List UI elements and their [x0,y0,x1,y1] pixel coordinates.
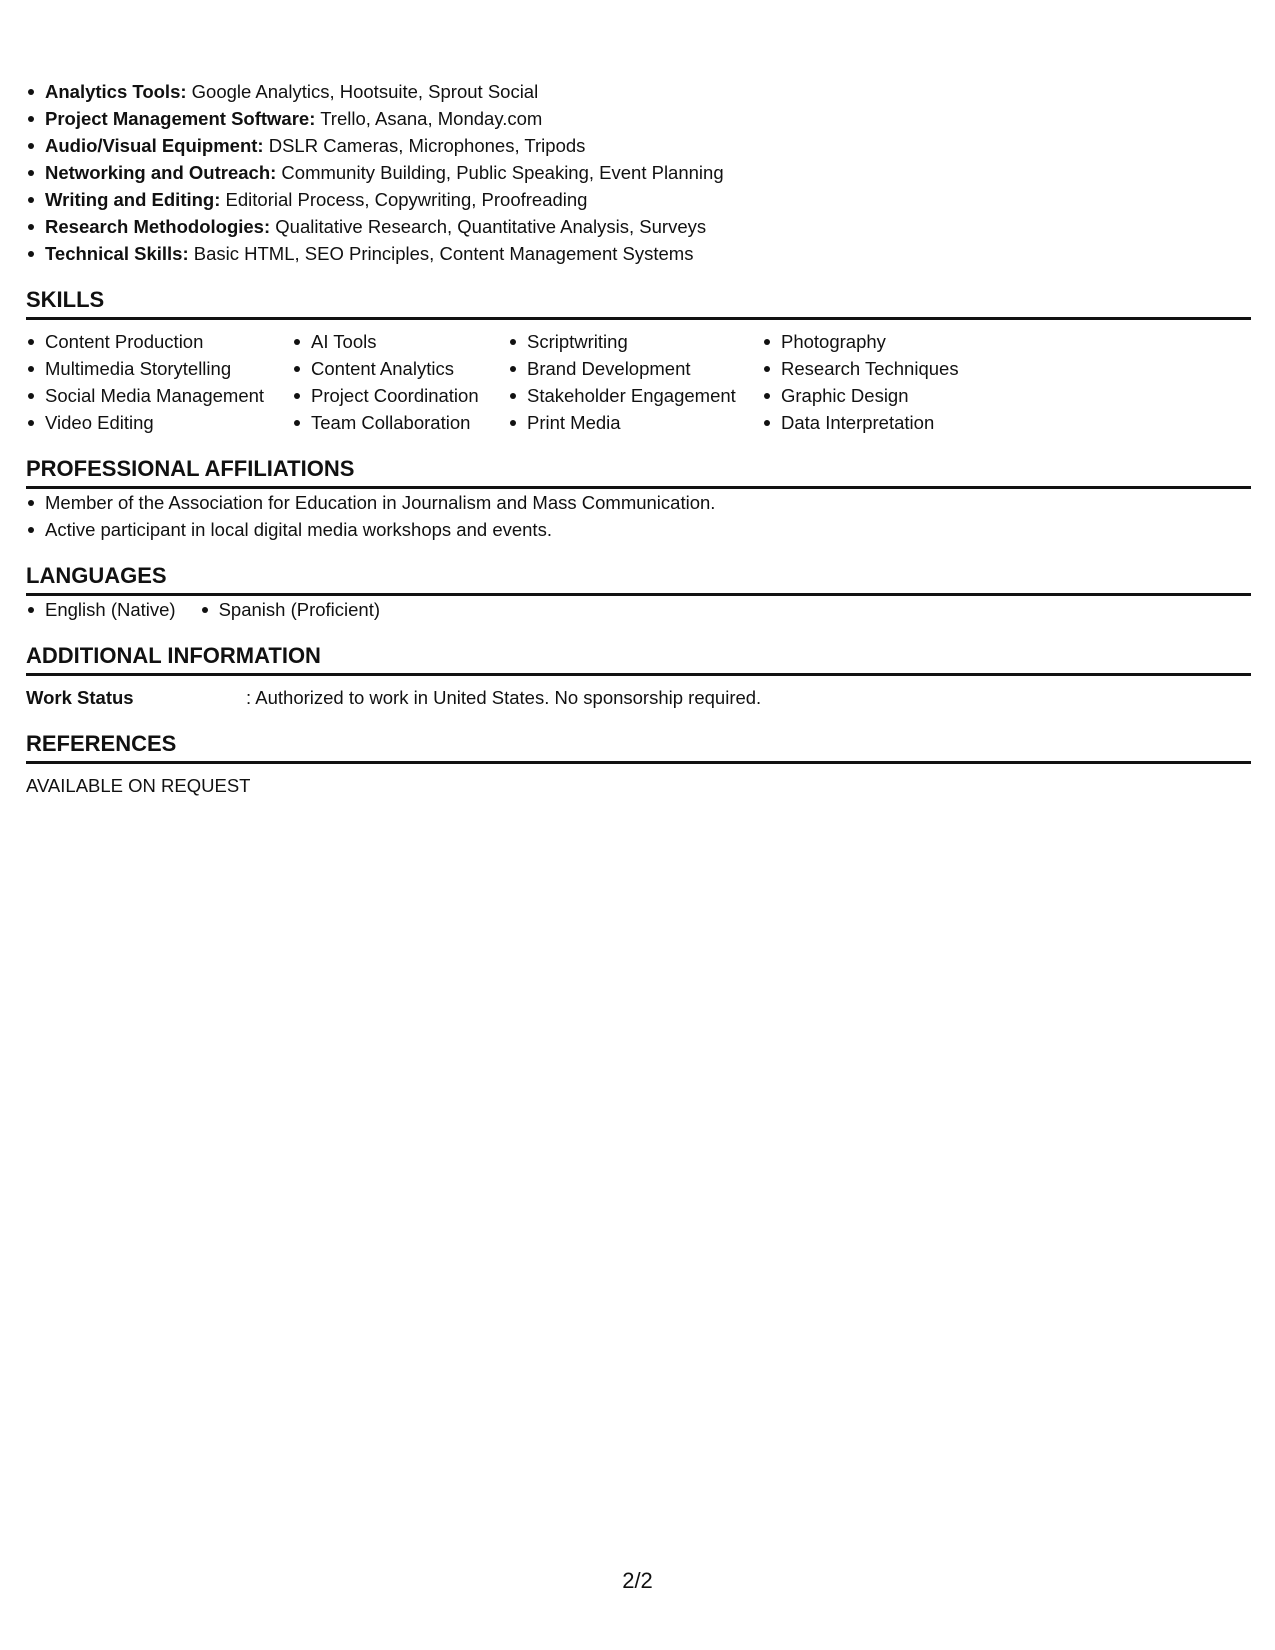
tool-value: Community Building, Public Speaking, Event Planning [281,162,724,183]
language-item: English (Native) [26,596,176,623]
tool-value: Basic HTML, SEO Principles, Content Management Systems [193,243,694,264]
references-text: AVAILABLE ON REQUEST [26,775,251,796]
tool-label: Analytics Tools: [45,81,187,102]
skill-item: Content Analytics [292,355,508,382]
language-item: Spanish (Proficient) [200,596,380,623]
skills-column [292,328,508,436]
skill-item: Social Media Management [26,382,292,409]
skills-column [26,328,292,436]
tool-label: Networking and Outreach: [45,162,277,183]
list-item [26,105,1251,132]
skill-item: Content Production [26,328,292,355]
resume-page [26,78,1251,799]
list-item: Active participant in local digital media workshops and events. [26,516,1251,543]
tool-value: DSLR Cameras, Microphones, Tripods [268,135,586,156]
skill-item: Project Coordination [292,382,508,409]
section-title-additional-info: ADDITIONAL INFORMATION [26,643,1251,676]
work-status-label: Work Status [26,687,134,708]
skill-item: Data Interpretation [762,409,1042,436]
skills-section [26,287,1251,436]
list-item: Member of the Association for Education in Journalism and Mass Communication. [26,489,1251,516]
section-title-skills: SKILLS [26,287,1251,320]
affiliations-section [26,456,1251,543]
skill-item: Multimedia Storytelling [26,355,292,382]
tools-list [26,78,1251,267]
skill-item: Brand Development [508,355,762,382]
list-item [26,240,1251,267]
tool-value: Qualitative Research, Quantitative Analysis, Surveys [275,216,707,237]
section-title-languages: LANGUAGES [26,563,1251,596]
skills-column [508,328,762,436]
skill-item: Graphic Design [762,382,1042,409]
work-status-value: : Authorized to work in United States. No sponsorship required. [246,687,762,708]
tool-value: Editorial Process, Copywriting, Proofreading [225,189,588,210]
languages-section [26,563,1251,623]
tool-value: Trello, Asana, Monday.com [320,108,543,129]
skill-item: Team Collaboration [292,409,508,436]
tool-value: Google Analytics, Hootsuite, Sprout Social [191,81,539,102]
skill-item: Research Techniques [762,355,1042,382]
list-item [26,159,1251,186]
skill-item: Video Editing [26,409,292,436]
additional-info-section [26,643,1251,711]
skill-item: Stakeholder Engagement [508,382,762,409]
skill-item: Photography [762,328,1042,355]
list-item [26,132,1251,159]
section-title-references: REFERENCES [26,731,1251,764]
skill-item: Print Media [508,409,762,436]
skills-column [762,328,1042,436]
list-item [26,78,1251,105]
tool-label: Research Methodologies: [45,216,271,237]
list-item [26,186,1251,213]
tool-label: Technical Skills: [45,243,189,264]
tool-label: Audio/Visual Equipment: [45,135,264,156]
skill-item: Scriptwriting [508,328,762,355]
languages-list [26,596,1251,623]
page-number: 2/2 [622,1568,653,1593]
skill-item: AI Tools [292,328,508,355]
affiliations-list [26,489,1251,543]
references-section [26,731,1251,799]
list-item [26,213,1251,240]
tool-label: Project Management Software: [45,108,316,129]
work-status-row [26,684,1251,711]
section-title-affiliations: PROFESSIONAL AFFILIATIONS [26,456,1251,489]
skills-grid [26,328,1251,436]
tool-label: Writing and Editing: [45,189,221,210]
